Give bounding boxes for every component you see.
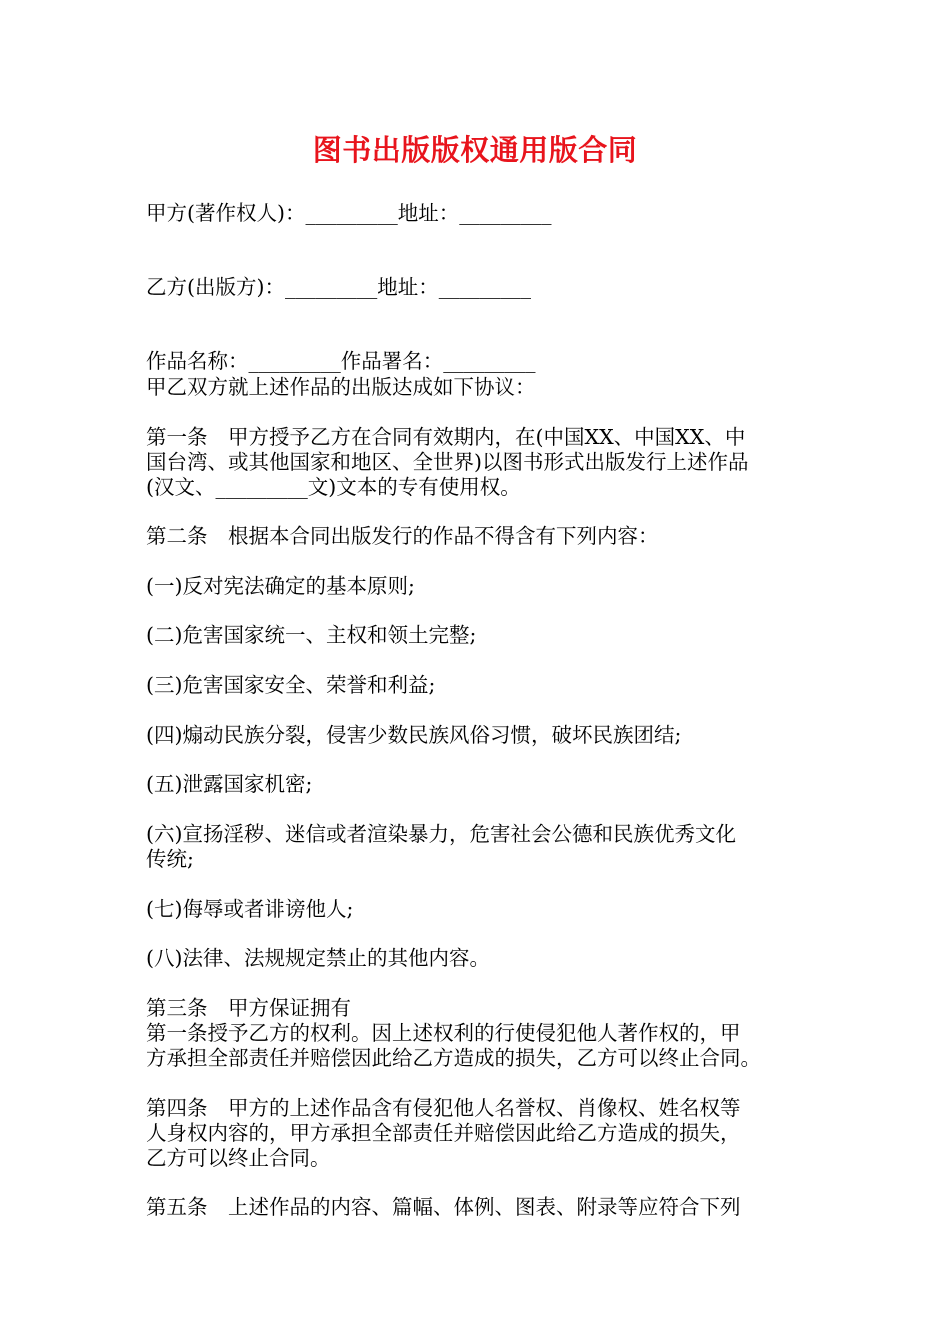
article-4 xyxy=(146,1096,808,1171)
article-4-line-1: 第四条 甲方的上述作品含有侵犯他人名誉权、肖像权、姓名权等 xyxy=(146,1096,741,1120)
list-item-6 xyxy=(146,822,808,872)
article-5 xyxy=(146,1195,808,1220)
work-info-line: 作品名称：_________作品署名：_________ xyxy=(146,349,536,373)
agreement-intro: 甲乙双方就上述作品的出版达成如下协议： xyxy=(146,375,536,399)
list-item-3: (三)危害国家安全、荣誉和利益; xyxy=(146,673,436,697)
article-3 xyxy=(146,996,808,1071)
article-1 xyxy=(146,425,808,500)
list-item-5: (五)泄露国家机密; xyxy=(146,772,313,796)
list-item-2: (二)危害国家统一、主权和领土完整; xyxy=(146,623,477,647)
article-4-line-2: 人身权内容的，甲方承担全部责任并赔偿因此给乙方造成的损失， xyxy=(146,1121,741,1145)
article-3-line-1: 第三条 甲方保证拥有 xyxy=(146,996,351,1020)
article-3-line-3: 方承担全部责任并赔偿因此给乙方造成的损失，乙方可以终止合同。 xyxy=(146,1046,761,1070)
list-item-6-line-2: 传统; xyxy=(146,847,194,871)
article-5-line-1: 第五条 上述作品的内容、篇幅、体例、图表、附录等应符合下列 xyxy=(146,1195,741,1219)
article-1-line-1: 第一条 甲方授予乙方在合同有效期内，在(中国XX、中国XX、中 xyxy=(146,425,746,449)
article-1-line-2: 国台湾、或其他国家和地区、全世界)以图书形式出版发行上述作品 xyxy=(146,450,749,474)
document-title: 图书出版版权通用版合同 xyxy=(312,133,638,167)
list-item-7: (七)侮辱或者诽谤他人; xyxy=(146,897,354,921)
list-item-8: (八)法律、法规规定禁止的其他内容。 xyxy=(146,946,490,970)
article-1-line-3: (汉文、_________文)文本的专有使用权。 xyxy=(146,475,521,499)
list-item-6-line-1: (六)宣扬淫秽、迷信或者渲染暴力，危害社会公德和民族优秀文化 xyxy=(146,822,736,846)
list-item-4: (四)煽动民族分裂，侵害少数民族风俗习惯，破坏民族团结; xyxy=(146,723,682,747)
article-2: 第二条 根据本合同出版发行的作品不得含有下列内容： xyxy=(146,524,659,548)
list-item-1: (一)反对宪法确定的基本原则; xyxy=(146,574,415,598)
article-4-line-3: 乙方可以终止合同。 xyxy=(146,1146,331,1170)
party-b-line: 乙方(出版方)：_________地址：_________ xyxy=(146,275,531,299)
article-3-line-2: 第一条授予乙方的权利。因上述权利的行使侵犯他人著作权的，甲 xyxy=(146,1021,741,1045)
party-a-line: 甲方(著作权人)：_________地址：_________ xyxy=(146,201,552,225)
